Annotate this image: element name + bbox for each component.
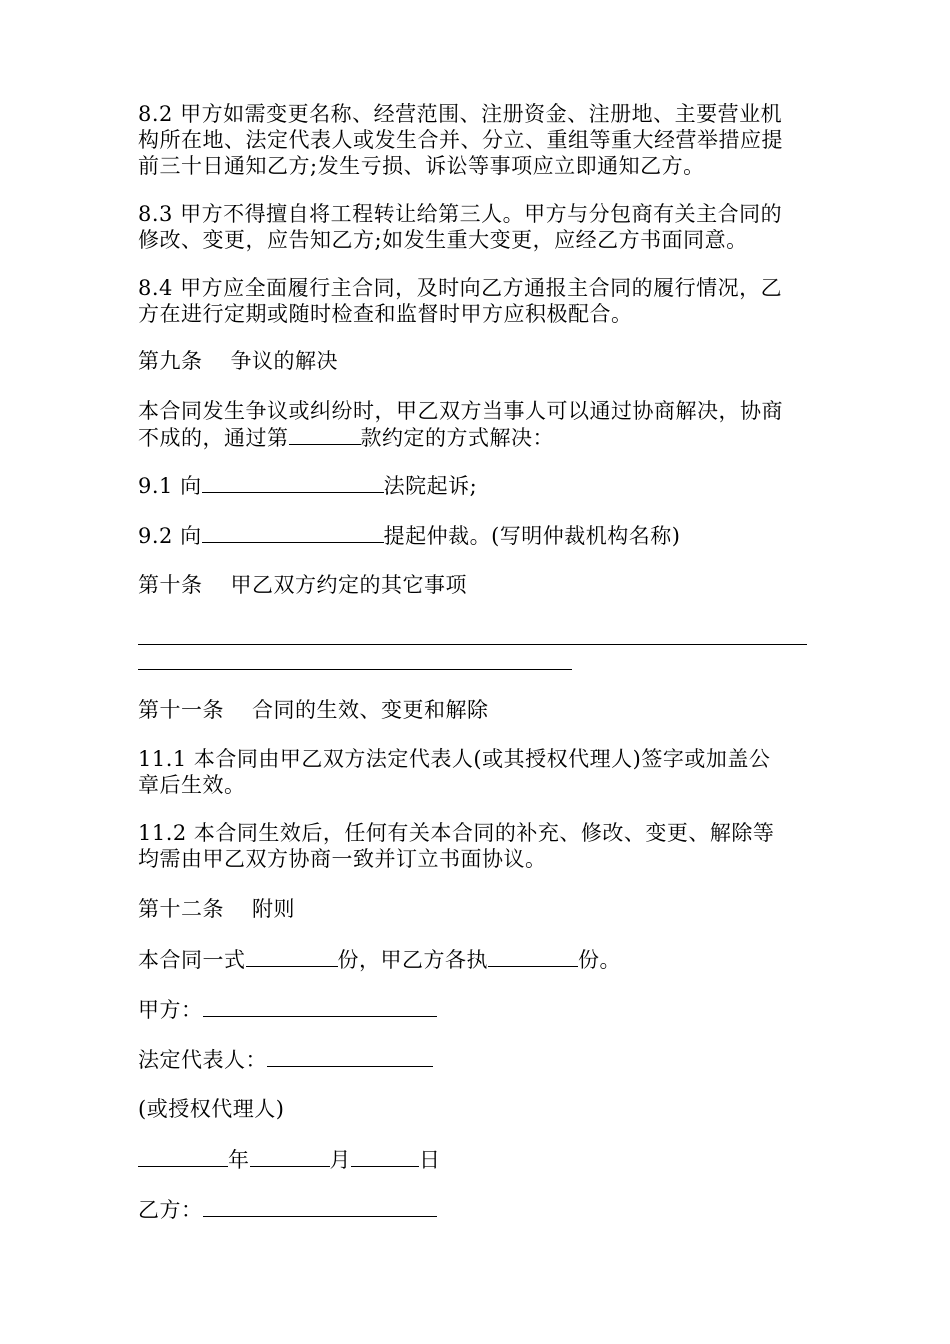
clause-11-2-line-1: 11.2 本合同生效后，任何有关本合同的补充、修改、变更、解除等 bbox=[138, 821, 775, 845]
day-blank bbox=[351, 1146, 419, 1167]
article-10-number: 第十条 bbox=[138, 573, 203, 597]
month-blank bbox=[250, 1146, 330, 1167]
clause-8-2-line-2: 构所在地、法定代表人或发生合并、分立、重组等重大经营举措应提 bbox=[138, 128, 783, 152]
article-12-title: 附则 bbox=[252, 897, 295, 921]
clause-9-1-suffix: 法院起诉; bbox=[383, 474, 478, 498]
party-b-label: 乙方： bbox=[138, 1198, 203, 1222]
article-9-title: 争议的解决 bbox=[230, 349, 338, 373]
court-name-blank bbox=[202, 472, 384, 493]
month-label: 月 bbox=[329, 1148, 351, 1172]
article-9-paragraph-line-2 bbox=[138, 424, 554, 451]
clause-9-1 bbox=[138, 472, 477, 499]
article-12-heading bbox=[138, 896, 295, 922]
copies-line bbox=[138, 946, 621, 973]
year-blank bbox=[138, 1146, 228, 1167]
clause-8-4-line-2: 方在进行定期或随时检查和监督时甲方应积极配合。 bbox=[138, 302, 633, 326]
party-b-blank bbox=[203, 1196, 437, 1217]
legal-rep-label: 法定代表人： bbox=[138, 1048, 267, 1072]
each-party-copies-blank bbox=[488, 946, 578, 967]
date-line bbox=[138, 1146, 441, 1173]
article-9-number: 第九条 bbox=[138, 349, 203, 373]
article-11-heading bbox=[138, 697, 489, 723]
copies-text-a: 本合同一式 bbox=[138, 948, 246, 972]
clause-8-4-line-1: 8.4 甲方应全面履行主合同，及时向乙方通报主合同的履行情况，乙 bbox=[138, 276, 783, 300]
clause-9-2 bbox=[138, 522, 680, 549]
article-9-heading bbox=[138, 348, 338, 374]
party-a-signature bbox=[138, 996, 437, 1023]
party-a-blank bbox=[203, 996, 437, 1017]
authorized-agent-label: (或授权代理人) bbox=[138, 1097, 285, 1121]
clause-9-2-prefix: 9.2 向 bbox=[138, 524, 202, 548]
clause-8-2-line-1: 8.2 甲方如需变更名称、经营范围、注册资金、注册地、主要营业机 bbox=[138, 102, 783, 126]
party-b-signature bbox=[138, 1196, 437, 1223]
clause-number-blank bbox=[289, 424, 361, 445]
article-9-text-a: 不成的，通过第 bbox=[138, 426, 289, 450]
clause-9-2-suffix: 提起仲裁。(写明仲裁机构名称) bbox=[383, 524, 681, 548]
clause-9-1-prefix: 9.1 向 bbox=[138, 474, 202, 498]
article-10-title: 甲乙双方约定的其它事项 bbox=[230, 573, 467, 597]
clause-8-3-line-1: 8.3 甲方不得擅自将工程转让给第三人。甲方与分包商有关主合同的 bbox=[138, 202, 783, 226]
party-a-label: 甲方： bbox=[138, 998, 203, 1022]
clause-11-1-line-2: 章后生效。 bbox=[138, 773, 246, 797]
copies-text-b: 份，甲乙方各执 bbox=[337, 948, 488, 972]
article-11-title: 合同的生效、变更和解除 bbox=[252, 698, 489, 722]
arbitration-institution-blank bbox=[202, 522, 384, 543]
legal-rep-signature bbox=[138, 1046, 433, 1073]
article-9-text-b: 款约定的方式解决： bbox=[360, 426, 554, 450]
article-11-number: 第十一条 bbox=[138, 698, 224, 722]
clause-11-1-line-1: 11.1 本合同由甲乙双方法定代表人(或其授权代理人)签字或加盖公 bbox=[138, 747, 771, 771]
day-label: 日 bbox=[419, 1148, 441, 1172]
other-matters-blank-line-1 bbox=[138, 644, 807, 645]
article-12-number: 第十二条 bbox=[138, 897, 224, 921]
copies-text-c: 份。 bbox=[578, 948, 621, 972]
article-10-heading bbox=[138, 572, 467, 598]
other-matters-blank-line-2 bbox=[138, 669, 572, 670]
clause-8-3-line-2: 修改、变更，应告知乙方;如发生重大变更，应经乙方书面同意。 bbox=[138, 228, 748, 252]
clause-11-2-line-2: 均需由甲乙双方协商一致并订立书面协议。 bbox=[138, 847, 547, 871]
year-label: 年 bbox=[228, 1148, 250, 1172]
total-copies-blank bbox=[246, 946, 338, 967]
article-9-paragraph-line-1: 本合同发生争议或纠纷时，甲乙双方当事人可以通过协商解决，协商 bbox=[138, 399, 783, 423]
clause-8-2-line-3: 前三十日通知乙方;发生亏损、诉讼等事项应立即通知乙方。 bbox=[138, 154, 705, 178]
legal-rep-blank bbox=[267, 1046, 433, 1067]
